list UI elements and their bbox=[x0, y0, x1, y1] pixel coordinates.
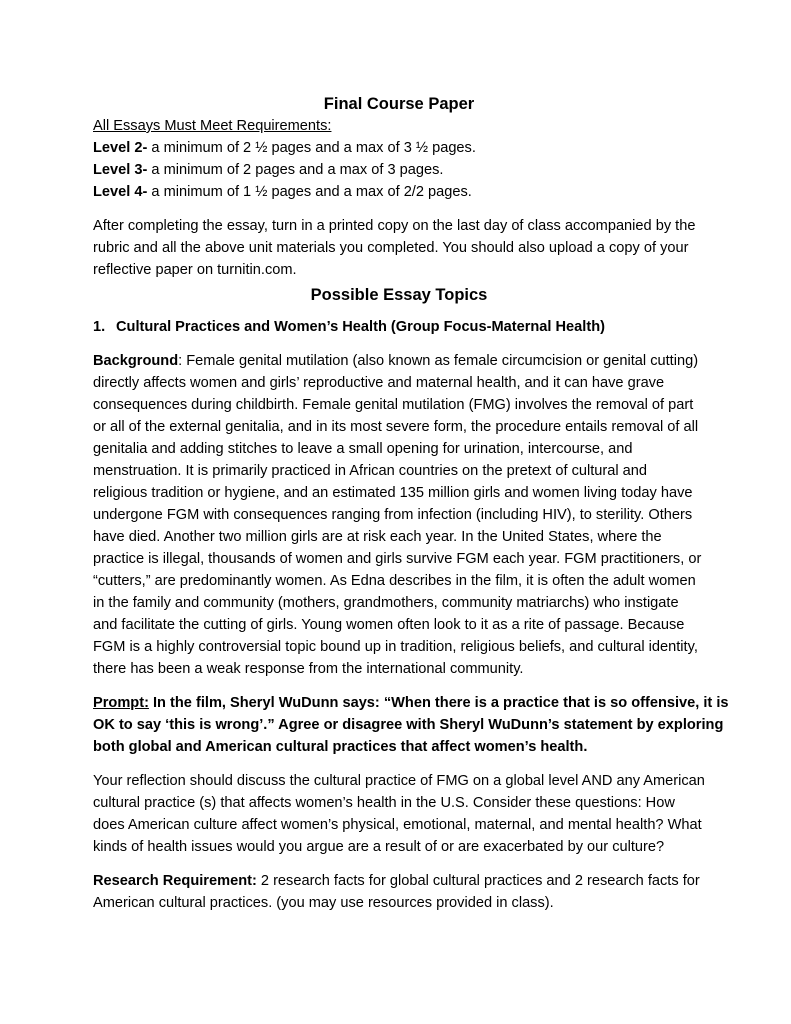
research-label: Research Requirement: bbox=[93, 873, 257, 889]
topic-1-number: 1. bbox=[93, 319, 106, 335]
background-paragraph bbox=[93, 350, 705, 680]
background-first-line-text: : Female genital mutilation (also known as female circumcision or genital cutting) bbox=[178, 353, 699, 369]
research-line: American cultural practices. (you may use resources provided in class). bbox=[93, 895, 554, 911]
submission-line: rubric and all the above unit materials you completed. You should also upload a copy of your bbox=[93, 240, 689, 256]
topics-heading: Possible Essay Topics bbox=[310, 286, 488, 304]
background-line: or all of the external genitalia, and in its most severe form, the procedure entails removal of all bbox=[93, 419, 699, 435]
research-first-line bbox=[93, 870, 705, 892]
level-4-text: a minimum of 1 ½ pages and a max of 2/2 pages. bbox=[147, 184, 472, 200]
level-2-text: a minimum of 2 ½ pages and a max of 3 ½ pages. bbox=[147, 140, 476, 156]
background-line: consequences during childbirth. Female genital mutilation (FMG) involves the removal of part bbox=[93, 397, 694, 413]
prompt-line: OK to say ‘this is wrong’.” Agree or disagree with Sheryl WuDunn’s statement by exploring bbox=[93, 717, 724, 733]
prompt-first-line bbox=[93, 692, 729, 714]
reflection-line: does American culture affect women’s physical, emotional, maternal, and mental health? What bbox=[93, 817, 702, 833]
level-4-line bbox=[93, 181, 705, 203]
prompt-first-line-text: In the film, Sheryl WuDunn says: “When there is a practice that is so offensive, it is bbox=[148, 695, 729, 711]
reflection-line: cultural practice (s) that affects women’s health in the U.S. Consider these questions: How bbox=[93, 795, 675, 811]
submission-line: reflective paper on turnitin.com. bbox=[93, 262, 297, 278]
background-line: undergone FGM with consequences ranging from infection (including HIV), to sterility. Others bbox=[93, 507, 693, 523]
background-line: practice is illegal, thousands of women and girls survive FGM each year. FGM practitioners, or bbox=[93, 551, 702, 567]
reflection-line: kinds of health issues would you argue are a result of or are exacerbated by our culture? bbox=[93, 839, 665, 855]
level-2-label: Level 2- bbox=[93, 140, 148, 156]
requirements-heading: All Essays Must Meet Requirements: bbox=[93, 118, 332, 134]
prompt-paragraph bbox=[93, 692, 729, 758]
document-content bbox=[93, 93, 729, 914]
level-3-line bbox=[93, 159, 705, 181]
background-line: “cutters,” are predominantly women. As Edna describes in the film, it is often the adult women bbox=[93, 573, 696, 589]
prompt-label: Prompt: bbox=[93, 695, 149, 711]
topic-1-title: Cultural Practices and Women’s Health (Group Focus-Maternal Health) bbox=[116, 319, 605, 335]
submission-paragraph bbox=[93, 215, 705, 281]
page-title: Final Course Paper bbox=[323, 95, 475, 113]
research-first-line-text: 2 research facts for global cultural practices and 2 research facts for bbox=[256, 873, 700, 889]
prompt-line: both global and American cultural practices that affect women’s health. bbox=[93, 739, 588, 755]
level-4-label: Level 4- bbox=[93, 184, 148, 200]
research-paragraph bbox=[93, 870, 705, 914]
level-2-line bbox=[93, 137, 705, 159]
background-label: Background bbox=[93, 353, 179, 369]
reflection-line: Your reflection should discuss the cultural practice of FMG on a global level AND any American bbox=[93, 773, 705, 789]
background-first-line bbox=[93, 350, 705, 372]
background-line: FGM is a highly controversial topic bound up in tradition, religious beliefs, and cultural identity, bbox=[93, 639, 698, 655]
level-3-label: Level 3- bbox=[93, 162, 148, 178]
background-line: have died. Another two million girls are at risk each year. In the United States, where the bbox=[93, 529, 662, 545]
level-3-text: a minimum of 2 pages and a max of 3 pages. bbox=[147, 162, 444, 178]
background-line: religious tradition or hygiene, and an estimated 135 million girls and women living today have bbox=[93, 485, 693, 501]
background-line: menstruation. It is primarily practiced in African countries on the pretext of cultural and bbox=[93, 463, 648, 479]
background-line: and facilitate the cutting of girls. Young women often look to it as a rite of passage. Because bbox=[93, 617, 685, 633]
background-line: directly affects women and girls’ reproductive and maternal health, and it can have grave bbox=[93, 375, 665, 391]
topic-1-heading bbox=[93, 316, 705, 338]
background-line: in the family and community (mothers, grandmothers, community matriarchs) who instigate bbox=[93, 595, 679, 611]
background-line: there has been a weak response from the international community. bbox=[93, 661, 524, 677]
reflection-paragraph bbox=[93, 770, 705, 858]
background-line: genitalia and adding stitches to leave a small opening for urination, intercourse, and bbox=[93, 441, 633, 457]
submission-line: After completing the essay, turn in a printed copy on the last day of class accompanied by the bbox=[93, 218, 696, 234]
